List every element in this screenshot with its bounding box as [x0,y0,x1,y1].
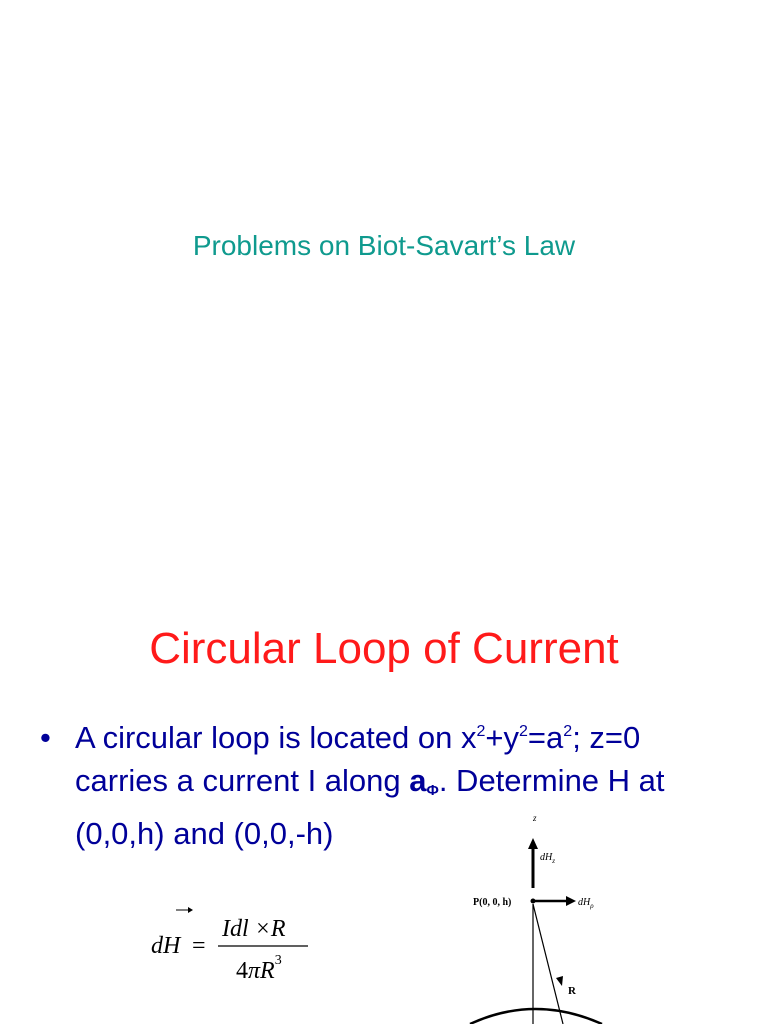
equation-equals: = [192,933,206,959]
current-loop-arc [470,1009,602,1024]
equation-denominator: $4\pi R^3$ [236,953,282,984]
R-vector-arrowhead [556,976,563,986]
loop-figure [460,808,640,1024]
equation-numerator: Idl ×R [222,916,286,942]
dHz-arrowhead [528,838,538,849]
dHrho-arrowhead [566,896,576,906]
slide-subtitle: Problems on Biot-Savart’s Law [192,230,576,261]
unit-vector: a [409,763,427,798]
equation-lhs: dH [151,933,181,959]
biot-savart-equation [148,902,328,992]
bullet-text: A circular loop is located on $x^2+y^2=a^2$; z=0 carries a current I along aΦ. Determine H at (0,0,h) and (0,0,-h) [75,720,665,851]
slide-heading: Circular Loop of Current [149,624,619,673]
z-axis-label: z [533,813,537,823]
content-slide [0,512,768,1024]
bullet-dot: • [40,720,51,755]
R-label: R [568,985,576,997]
vector-arrow-head [188,907,193,913]
dHrho-label: $dH_\rho$ [578,897,594,910]
R-vector-line [533,904,563,1024]
dHz-label: $dH_z$ [540,852,555,865]
unit-vector-subscript: Φ [426,782,439,799]
point-P-label: P(0, 0, h) [473,897,512,908]
